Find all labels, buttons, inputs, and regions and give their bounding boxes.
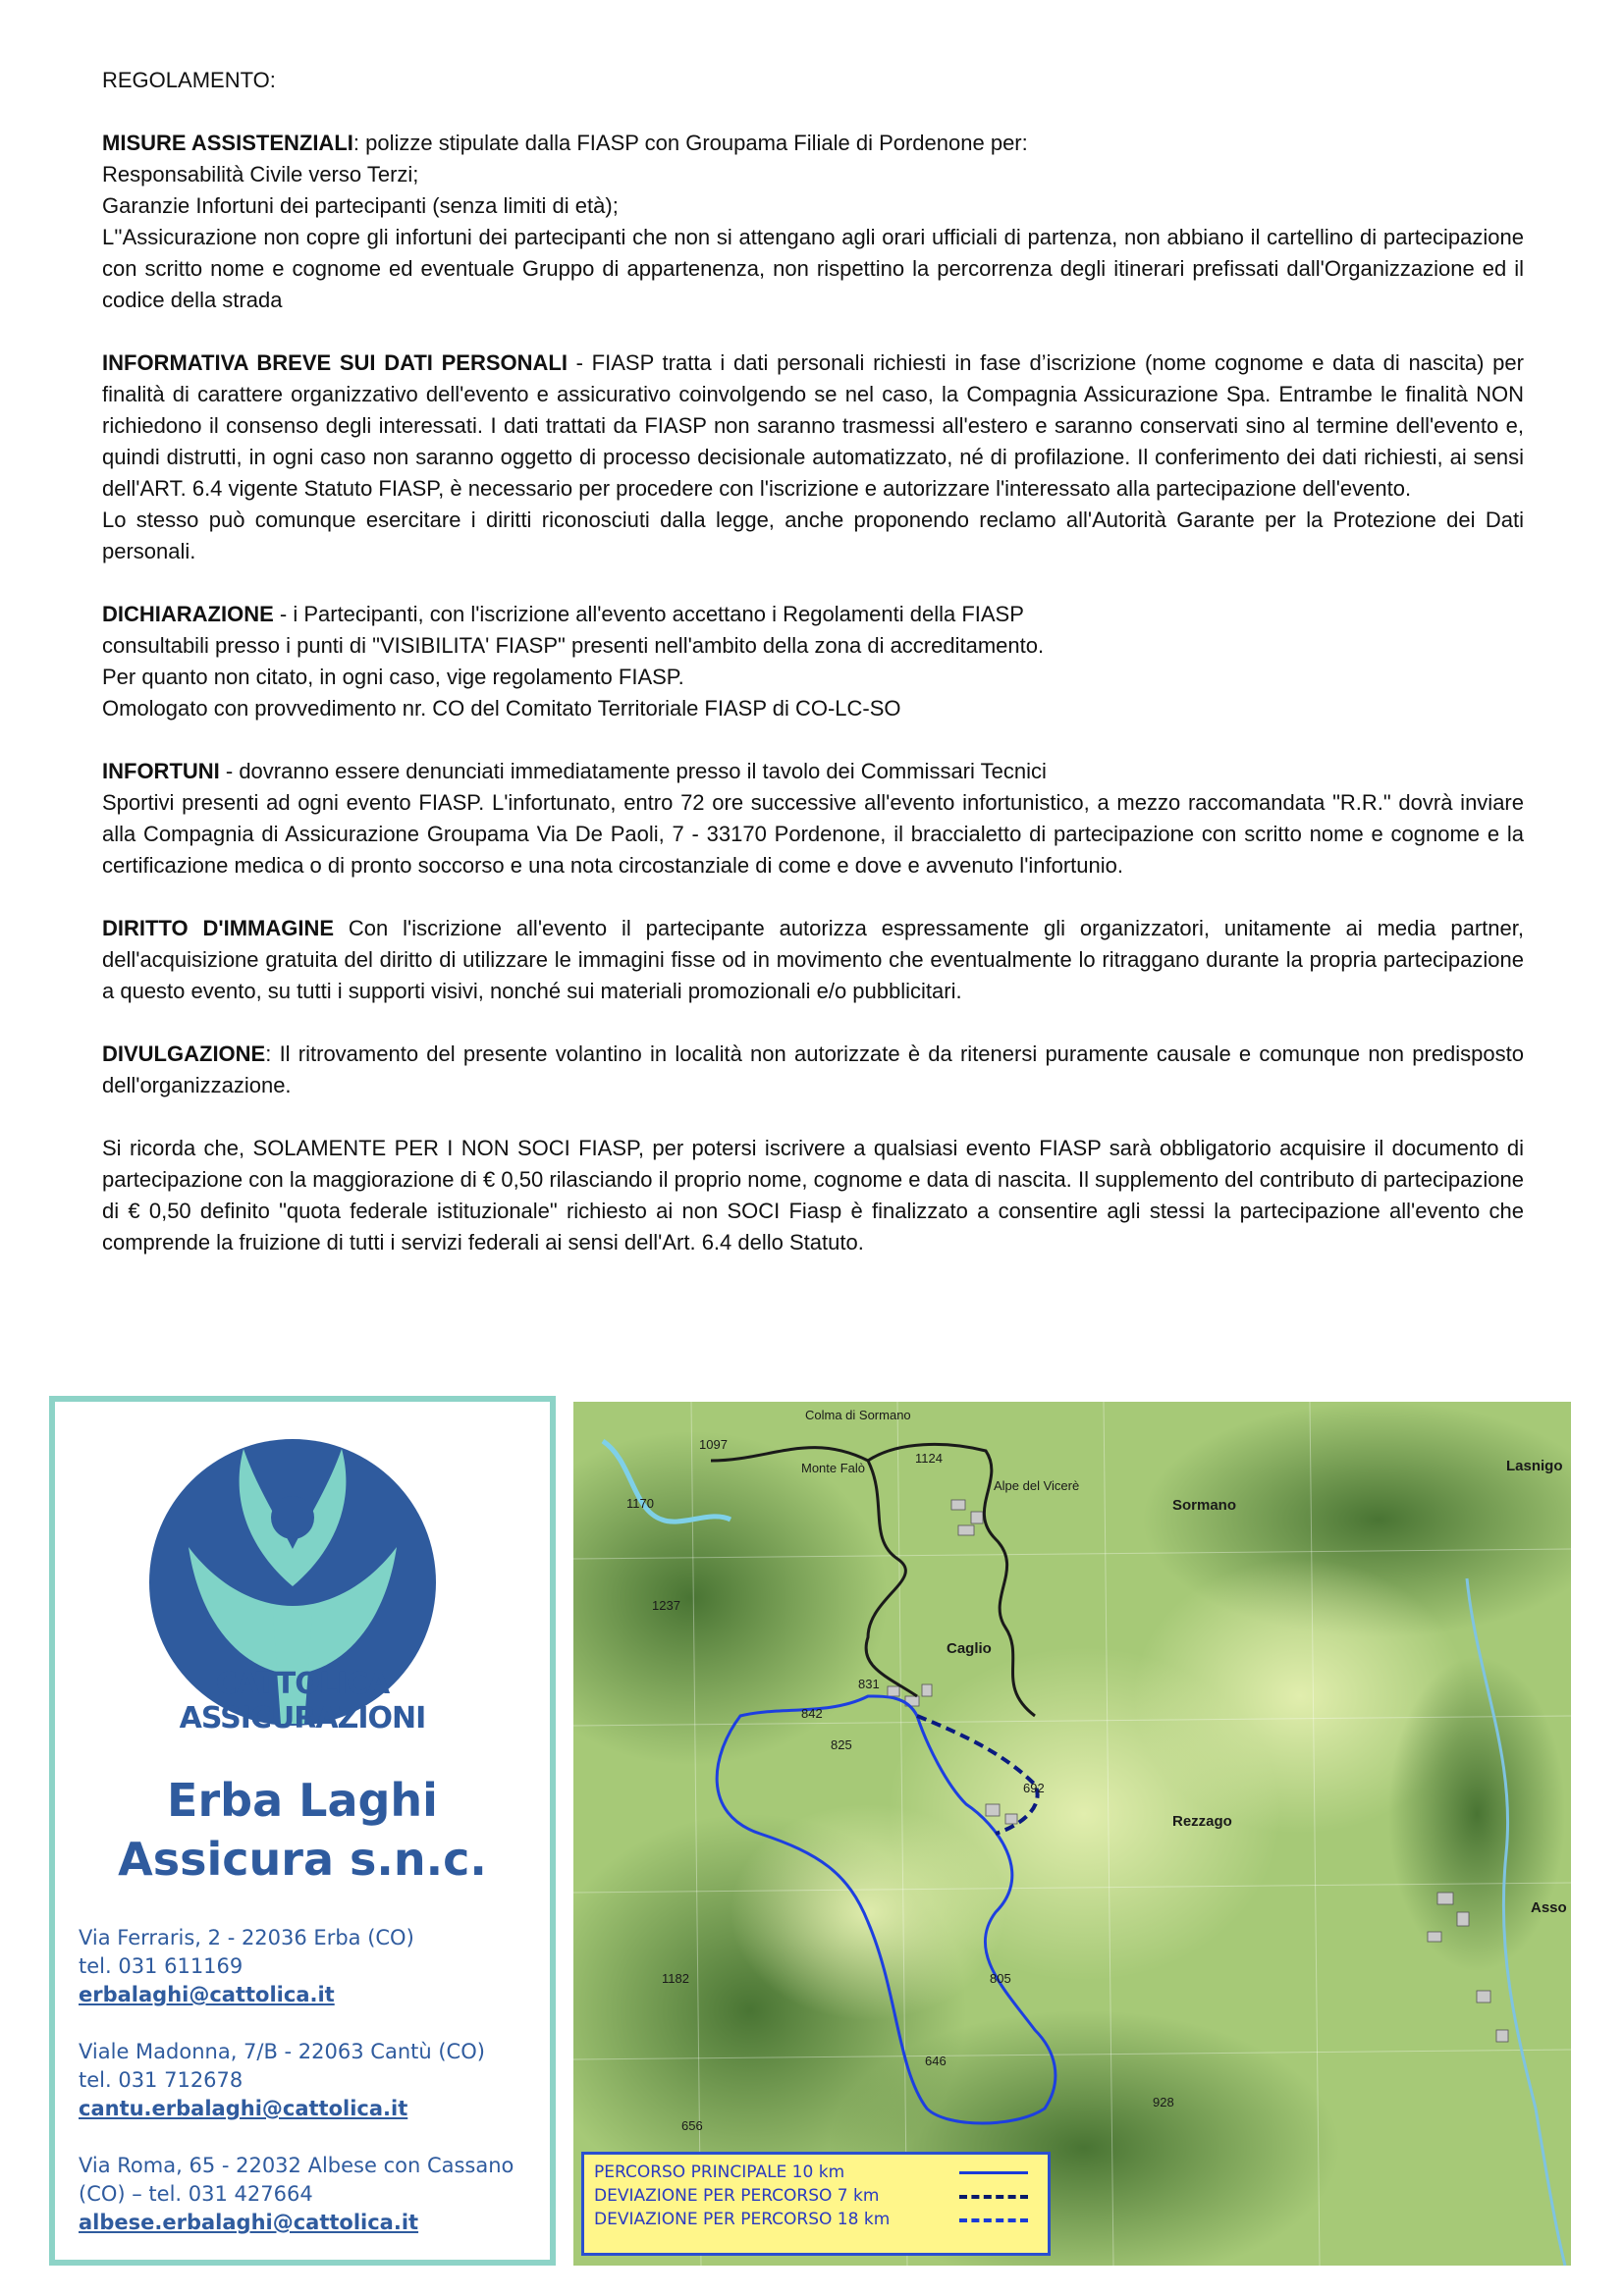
- map-label: 1124: [915, 1451, 943, 1466]
- infortuni-title: INFORTUNI: [102, 759, 220, 783]
- insurance-ad: [49, 1396, 556, 2266]
- divulgazione-title: DIVULGAZIONE: [102, 1041, 266, 1066]
- map-label: 825: [831, 1737, 852, 1752]
- office-albese: [79, 2152, 514, 2237]
- infortuni-text: Sportivi presenti ad ogni evento FIASP. L'infortunato, entro 72 ore successive all'evento infortunistico, a mezzo raccomandata "R.R." dovrà inviare alla Compagnia di Assicurazione Groupama Via De Paoli, 7 - 33170 Pordenone, il braccialetto di partecipazione con scritto nome e cognome e la certificazione medica o di pronto soccorso e una nota circostanziale di come e dove e avvenuto l'infortunio.: [102, 790, 1524, 878]
- map-label: 842: [801, 1706, 823, 1721]
- map-label: 1237: [652, 1598, 680, 1613]
- divulgazione-text: : Il ritrovamento del presente volantino in località non autorizzate è da ritenersi puramente causale e comunque non predisposto dell'organizzazione.: [102, 1041, 1524, 1097]
- misure-line: L''Assicurazione non copre gli infortuni dei partecipanti che non si attengano agli orari ufficiali di partenza, non abbiano il cartellino di partecipazione con scritto nome e cognome ed eventuale Gruppo di appartenenza, non rispettino la percorrenza degli itinerari prefissati dall'Organizzazione ed il codice della strada: [102, 225, 1524, 312]
- map-legend: [581, 2152, 1051, 2256]
- regolamento-heading: REGOLAMENTO:: [102, 68, 276, 92]
- informativa-paragraph: [102, 347, 1524, 505]
- map-label: Asso: [1531, 1899, 1567, 1916]
- office-address: Viale Madonna, 7/B - 22063 Cantù (CO): [79, 2040, 485, 2063]
- legend-label: PERCORSO PRINCIPALE 10 km: [594, 2163, 845, 2182]
- misure-paragraph: [102, 128, 1524, 159]
- ricorda-paragraph: Si ricorda che, SOLAMENTE PER I NON SOCI FIASP, per potersi iscrivere a qualsiasi evento FIASP sarà obbligatorio acquisire il documento di partecipazione con la maggiorazione di € 0,50 rilasciando il proprio nome, cognome e data di nascita. Il supplemento del contributo di partecipazione di € 0,50 definito "quota federale istituzionale" richiesto ai non SOCI Fiasp è finalizzato a consentire agli stessi la partecipazione all'evento che comprende la fruizione di tutti i servizi federali ai sensi dell'Art. 6.4 dello Statuto.: [102, 1136, 1524, 1255]
- map-label: 646: [925, 2054, 947, 2068]
- map-label: Alpe del Vicerè: [994, 1478, 1080, 1493]
- office-phone: tel. 031 712678: [79, 2068, 244, 2092]
- informativa-text: - FIASP tratta i dati personali richiesti in fase d’iscrizione (nome cognome e data di nascita) per finalità di carattere organizzativo dell'evento e assicurativo coinvolgendo se nel caso, la Compagnia Assicurazione Spa. Entrambe le finalità NON richiedono il consenso degli interessati. I dati trattati da FIASP non saranno trasmessi all'estero e saranno conservati sino al termine dell'evento e, quindi distrutti, in ogni caso non saranno oggetto di processo decisionale automatizzato, né di profilazione. Il conferimento dei dati richiesti, ai sensi dell'ART. 6.4 vigente Statuto FIASP, è necessario per procedere con l'iscrizione e autorizzare l'interessato alla partecipazione dell'evento.: [102, 350, 1524, 501]
- legend-solid-line-icon: [959, 2171, 1028, 2174]
- map-terrain: [573, 1402, 1571, 2266]
- brand-name-line2: ASSICURAZIONI: [179, 1701, 426, 1735]
- informativa-title: INFORMATIVA BREVE SUI DATI PERSONALI: [102, 350, 568, 375]
- regolamento-document: [102, 65, 1524, 1258]
- office-erba: [79, 1924, 414, 2009]
- map-label: Monte Falò: [801, 1461, 866, 1475]
- immagine-text: Con l'iscrizione all'evento il partecipante autorizza espressamente gli organizzatori, unitamente ai media partner, dell'acquisizione gratuita del diritto di utilizzare le immagini fisse od in movimento che eventualmente lo ritraggano durante la propria partecipazione a questo evento, su tutti i supporti visivi, nonché sui materiali promozionali e/o pubblicitari.: [102, 916, 1524, 1003]
- divulgazione-paragraph: [102, 1039, 1524, 1101]
- map-label: Caglio: [947, 1640, 992, 1657]
- office-email-link[interactable]: albese.erbalaghi@cattolica.it: [79, 2211, 419, 2234]
- map-label: 1097: [699, 1437, 728, 1452]
- legend-dashed-blue-line-icon: [959, 2218, 1028, 2222]
- map-label: 1182: [662, 1971, 689, 1986]
- office-email-link[interactable]: cantu.erbalaghi@cattolica.it: [79, 2097, 408, 2120]
- immagine-paragraph: [102, 913, 1524, 1007]
- office-cantu: [79, 2038, 485, 2123]
- dichiarazione-title: DICHIARAZIONE: [102, 602, 274, 626]
- map-label: 928: [1153, 2095, 1174, 2109]
- office-address: Via Roma, 65 - 22032 Albese con Cassano: [79, 2154, 514, 2177]
- legend-dashed-dark-line-icon: [959, 2195, 1028, 2199]
- route-map: [573, 1402, 1571, 2266]
- map-label: Colma di Sormano: [805, 1408, 911, 1422]
- legend-item: [594, 2208, 1038, 2231]
- dichiarazione-line: Per quanto non citato, in ogni caso, vige regolamento FIASP.: [102, 665, 684, 689]
- map-label: 656: [681, 2118, 703, 2133]
- office-email-link[interactable]: erbalaghi@cattolica.it: [79, 1983, 335, 2006]
- map-label: 831: [858, 1677, 880, 1691]
- brand-name-line1: CATTOLICA: [215, 1667, 390, 1701]
- map-label: Lasnigo: [1506, 1458, 1563, 1474]
- misure-line: Responsabilità Civile verso Terzi;: [102, 162, 419, 187]
- immagine-title: DIRITTO D'IMMAGINE: [102, 916, 335, 940]
- misure-line: : polizze stipulate dalla FIASP con Groupama Filiale di Pordenone per:: [352, 131, 1028, 155]
- dichiarazione-paragraph: [102, 599, 1524, 630]
- map-label: 692: [1023, 1781, 1045, 1795]
- office-address: Via Ferraris, 2 - 22036 Erba (CO): [79, 1926, 414, 1949]
- agency-name-line2: Assicura s.n.c.: [118, 1833, 487, 1886]
- office-phone: tel. 031 611169: [79, 1954, 244, 1978]
- agency-name-line1: Erba Laghi: [167, 1774, 438, 1827]
- informativa-text2: Lo stesso può comunque esercitare i diritti riconosciuti dalla legge, anche proponendo reclamo all'Autorità Garante per la Protezione dei Dati personali.: [102, 507, 1524, 563]
- legend-item: [594, 2161, 1038, 2184]
- dichiarazione-line: - i Partecipanti, con l'iscrizione all'evento accettano i Regolamenti della FIASP: [273, 602, 1024, 626]
- map-label: Sormano: [1172, 1497, 1237, 1514]
- misure-title: MISURE ASSISTENZIALI: [102, 131, 353, 155]
- dichiarazione-line: Omologato con provvedimento nr. CO del Comitato Territoriale FIASP di CO-LC-SO: [102, 696, 901, 721]
- legend-label: DEVIAZIONE PER PERCORSO 7 km: [594, 2186, 880, 2206]
- infortuni-paragraph: [102, 756, 1524, 787]
- infortuni-line: - dovranno essere denunciati immediatamente presso il tavolo dei Commissari Tecnici: [219, 759, 1047, 783]
- office-phone: (CO) – tel. 031 427664: [79, 2182, 313, 2206]
- map-label: Rezzago: [1172, 1813, 1232, 1830]
- map-label: 805: [990, 1971, 1011, 1986]
- legend-item: [594, 2184, 1038, 2208]
- dichiarazione-line: consultabili presso i punti di "VISIBILITA' FIASP" presenti nell'ambito della zona di accreditamento.: [102, 633, 1045, 658]
- legend-label: DEVIAZIONE PER PERCORSO 18 km: [594, 2210, 891, 2229]
- map-label: 1170: [626, 1496, 654, 1511]
- misure-line: Garanzie Infortuni dei partecipanti (senza limiti di età);: [102, 193, 619, 218]
